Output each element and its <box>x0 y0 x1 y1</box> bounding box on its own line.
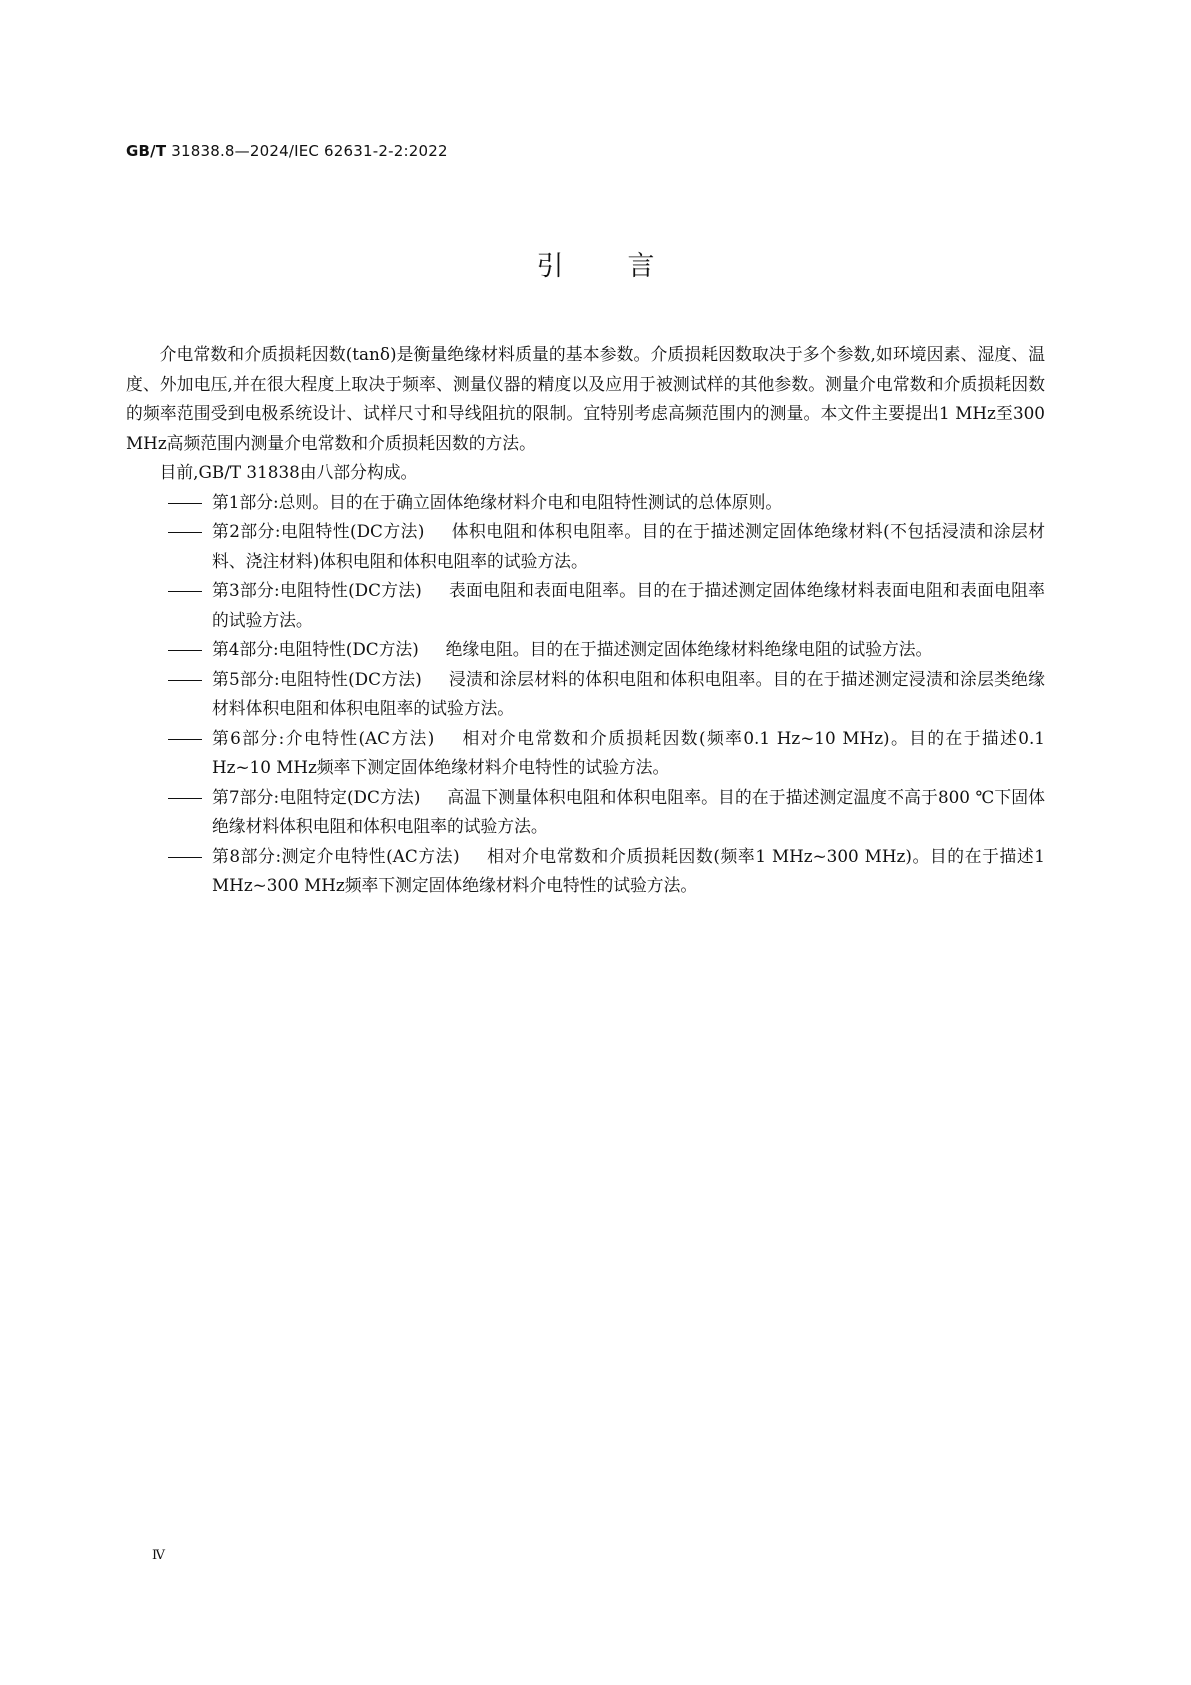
list-item <box>126 576 1045 635</box>
list-item <box>126 635 1045 665</box>
part-lead: 第3部分:电阻特性(DC方法) <box>212 580 422 600</box>
parts-overview: 目前,GB/T 31838由八部分构成。 <box>159 462 418 482</box>
part-topic: 表面电阻和表面电阻率。 <box>448 580 637 600</box>
part-topic: 浸渍和涂层材料的体积电阻和体积电阻率。 <box>448 668 773 689</box>
part-lead: 第1部分:总则。 <box>212 491 330 512</box>
part-desc: 目的在于描述0.1 Hz~10 MHz频率下测定固体绝缘材料介电特性的试验方法。 <box>212 727 1045 777</box>
part-topic: 相对介电常数和介质损耗因数(频率1 MHz~300 MHz)。 <box>486 845 930 866</box>
part-topic: 绝缘电阻。 <box>445 639 530 659</box>
list-item <box>126 517 1045 576</box>
part-desc: 目的在于描述测定固体绝缘材料绝缘电阻的试验方法。 <box>529 639 933 659</box>
standard-number: 31838.8—2024/IEC 62631-2-2:2022 <box>171 142 448 160</box>
page-number: Ⅳ <box>152 1548 165 1563</box>
part-lead: 第6部分:介电特性(AC方法) <box>212 727 435 748</box>
list-item <box>126 842 1045 901</box>
part-desc: 目的在于描述测定温度不高于800 ℃下固体绝缘材料体积电阻和体积电阻率的试验方法。 <box>212 786 1045 836</box>
part-desc: 目的在于描述测定浸渍和涂层类绝缘材料体积电阻和体积电阻率的试验方法。 <box>212 668 1045 718</box>
part-lead: 第2部分:电阻特性(DC方法) <box>212 521 425 541</box>
part-lead: 第4部分:电阻特性(DC方法) <box>212 639 419 659</box>
list-item <box>126 783 1045 842</box>
intro-paragraph: 介电常数和介质损耗因数(tanδ)是衡量绝缘材料质量的基本参数。介质损耗因数取决于多个参数,如环境因素、湿度、温度、外加电压,并在很大程度上取决于频率、测量仪器的精度以及应用于被测试样的其他参数。测量介电常数和介质损耗因数的频率范围受到电极系统设计、试样尺寸和导线阻抗的限制。宜特别考虑高频范围内的测量。本文件主要提出1 MHz至300 MHz高频范围内测量介电常数和介质损耗因数的方法。 <box>126 344 1045 453</box>
part-topic: 相对介电常数和介质损耗因数(频率0.1 Hz~10 MHz)。 <box>461 727 910 748</box>
part-desc: 目的在于描述测定固体绝缘材料表面电阻和表面电阻率的试验方法。 <box>212 580 1045 630</box>
part-desc: 目的在于确立固体绝缘材料介电和电阻特性测试的总体原则。 <box>329 491 783 512</box>
part-desc: 目的在于描述1 MHz~300 MHz频率下测定固体绝缘材料介电特性的试验方法。 <box>212 845 1045 895</box>
list-item <box>126 488 1045 518</box>
part-topic: 体积电阻和体积电阻率。 <box>451 521 642 541</box>
part-lead: 第7部分:电阻特定(DC方法) <box>212 786 421 807</box>
part-lead: 第8部分:测定介电特性(AC方法) <box>212 845 460 866</box>
standard-prefix: GB/T <box>126 142 167 160</box>
part-desc: 目的在于描述测定固体绝缘材料(不包括浸渍和涂层材料、浇注材料)体积电阻和体积电阻率的试验方法。 <box>212 521 1045 571</box>
section-title: 引言 <box>536 251 719 282</box>
list-item <box>126 665 1045 724</box>
body-text <box>126 340 1045 901</box>
parts-list <box>126 488 1045 901</box>
part-lead: 第5部分:电阻特性(DC方法) <box>212 668 422 689</box>
document-code <box>126 142 448 160</box>
list-item <box>126 724 1045 783</box>
part-topic: 高温下测量体积电阻和体积电阻率。 <box>447 786 719 807</box>
